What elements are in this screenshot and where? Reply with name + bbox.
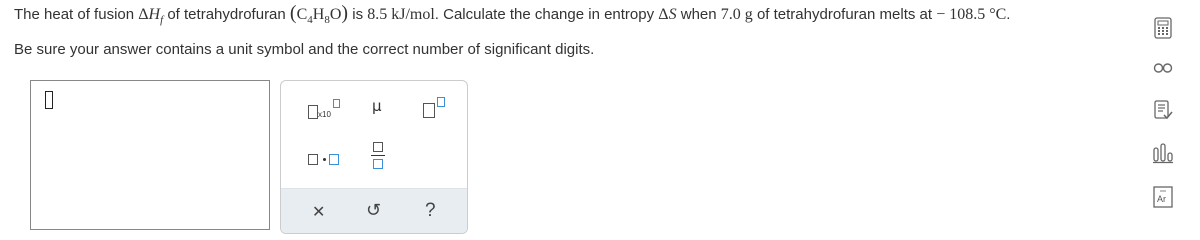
palette-footer [281, 188, 467, 233]
glasses-icon [1152, 56, 1174, 78]
numerator-box-icon [373, 142, 383, 152]
micro-symbol-button[interactable] [367, 95, 391, 119]
undo-icon: ↺ [366, 200, 382, 221]
math-palette [280, 80, 468, 234]
close-icon: ✕ [312, 202, 326, 221]
scientific-notation-button[interactable] [307, 97, 347, 123]
glasses-button[interactable] [1152, 56, 1174, 78]
exponent-box-icon [333, 99, 340, 108]
clear-button[interactable] [303, 195, 335, 227]
base-box-icon [308, 105, 318, 119]
question-text: The heat of fusion $\Delta H_f$ of tetrahydrofuran $(C_4H_8O)$ is 8.5 kJ/mol. Calculate the change in entropy ΔS when 7.0 g of tetrahydrofuran melts at − 108.5 °C. [14, 2, 1011, 27]
chemical-formula: $(C_4H_8O)$ [289, 2, 349, 27]
undo-button[interactable] [358, 195, 390, 227]
mu-symbol: μ [372, 97, 382, 115]
help-button[interactable] [415, 195, 447, 227]
reading-tool-button[interactable] [1152, 99, 1174, 121]
fraction-bar-icon [371, 155, 385, 156]
temperature-value: − 108.5 °C [936, 6, 1007, 23]
right-operand-box-icon [329, 154, 339, 165]
superscript-button[interactable] [421, 95, 455, 121]
fraction-button[interactable] [369, 141, 389, 173]
x10-label: x10 [318, 110, 331, 119]
multiply-dot-button[interactable] [307, 149, 343, 169]
left-operand-box-icon [308, 154, 318, 165]
bar-chart-icon [1152, 142, 1174, 164]
input-cursor-placeholder [45, 91, 53, 109]
help-icon: ? [425, 200, 436, 221]
delta-h-fusion: $\Delta H_f$ [138, 6, 164, 27]
superscript-box-icon [437, 97, 445, 107]
answer-input[interactable] [30, 80, 270, 230]
notes-check-icon [1152, 99, 1174, 121]
calculator-button[interactable] [1152, 17, 1174, 39]
calculator-icon [1152, 17, 1174, 39]
instruction-text: Be sure your answer contains a unit symbol and the correct number of significant digits. [14, 41, 595, 58]
delta-s-symbol: ΔS [658, 6, 677, 23]
mass-value: 7.0 g [720, 6, 753, 23]
dot-icon [323, 158, 326, 161]
base-box-icon [423, 103, 435, 118]
denominator-box-icon [373, 159, 383, 169]
periodic-table-button[interactable] [1152, 186, 1174, 208]
periodic-table-label: Ar [1157, 194, 1166, 204]
data-chart-button[interactable] [1152, 142, 1174, 164]
heat-of-fusion-value: 8.5 kJ/mol [367, 6, 435, 23]
